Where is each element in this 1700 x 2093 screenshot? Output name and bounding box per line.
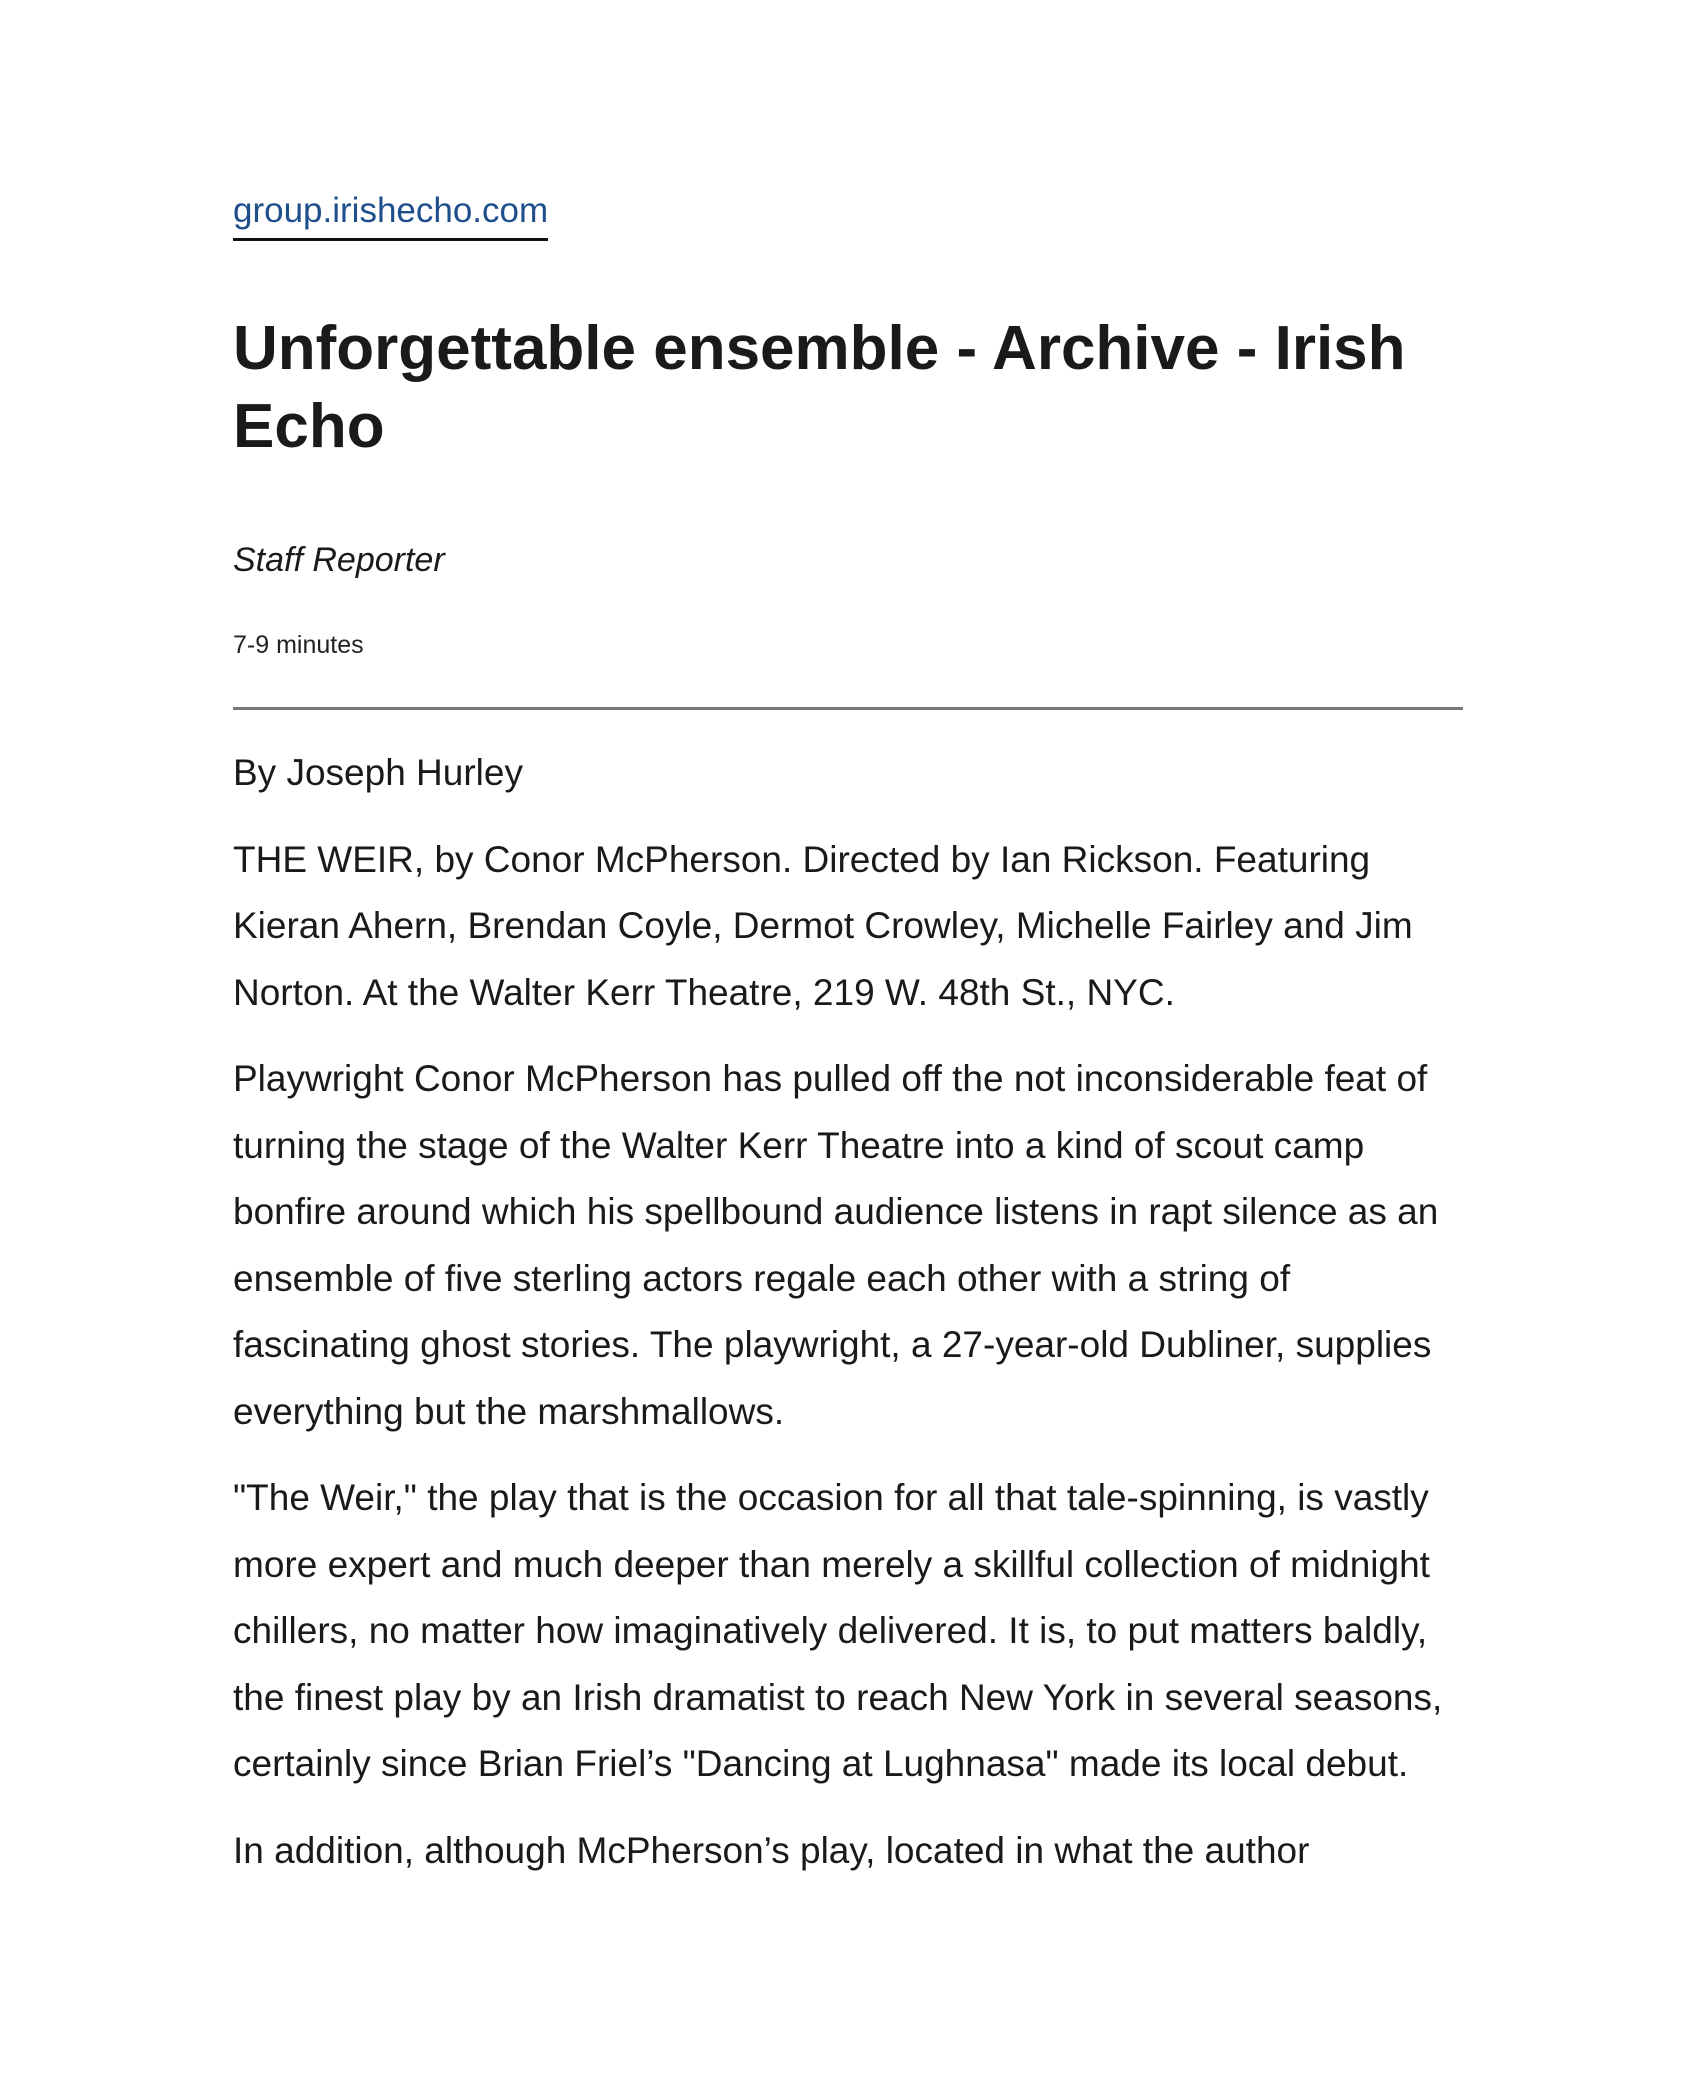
byline: By Joseph Hurley	[233, 752, 523, 793]
body-paragraph: In addition, although McPherson’s play, located in what the author	[233, 1829, 1310, 1871]
divider	[233, 707, 1463, 710]
article-body	[233, 740, 1473, 1904]
body-paragraph: "The Weir," the play that is the occasion for all that tale-spinning, is vastly more expert and much deeper than merely a skillful collection of midnight chillers, no matter how imaginatively delivered. It is, to put matters baldly, the finest play by an Irish dramatist to reach New York in several seasons, certainly since Brian Friel’s "Dancing at Lughnasa" made its local debut.	[233, 1477, 1443, 1784]
article-title: Unforgettable ensemble - Archive - Irish Echo	[233, 314, 1406, 461]
read-time: 7-9 minutes	[233, 631, 364, 659]
site-link[interactable]: group.irishecho.com	[233, 190, 548, 241]
body-paragraph: Playwright Conor McPherson has pulled off the not inconsiderable feat of turning the stage of the Walter Kerr Theatre into a kind of scout camp bonfire around which his spellbound audience listens in rapt silence as an ensemble of five sterling actors regale each other with a string of fascinating ghost stories. The playwright, a 27-year-old Dubliner, supplies everything but the marshmallows.	[233, 1058, 1439, 1432]
credits-paragraph: THE WEIR, by Conor McPherson. Directed by Ian Rickson. Featuring Kieran Ahern, Brendan Coyle, Dermot Crowley, Michelle Fairley and Jim Norton. At the Walter Kerr Theatre, 219 W. 48th St., NYC.	[233, 838, 1413, 1013]
author-name: Staff Reporter	[233, 541, 445, 579]
